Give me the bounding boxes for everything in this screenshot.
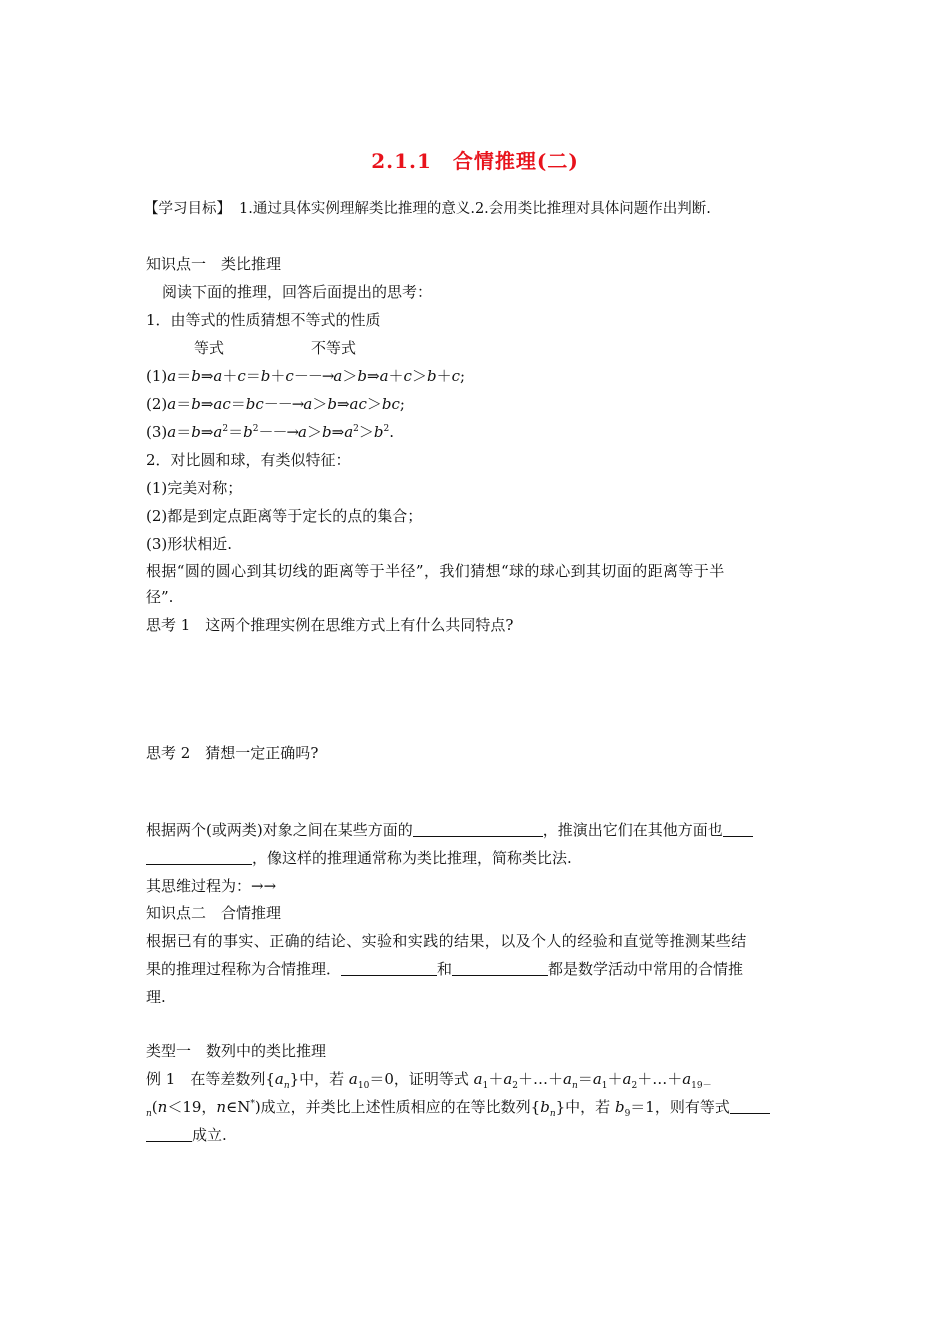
k2-text-c: 都是数学活动中常用的合情推: [548, 960, 744, 978]
thinking-process: 其思维过程为：→→: [146, 877, 277, 895]
blank-field-4[interactable]: [452, 961, 548, 976]
blank-field-2b[interactable]: [146, 850, 252, 865]
example-line-1: 例 1 在等差数列$\{a_n\}$中，若 $a_{10}=0$，证明等式 $a_1+a_2+\dots+a_n=a_1+a_2+\dots+a_{19-}$: [146, 1070, 712, 1091]
conjecture-line-1: 根据“圆的圆心到其切线的距离等于半径”，我们猜想“球的球心到其切面的距离等于半: [146, 562, 725, 580]
k2-text-a: 果的推理过程称为合情推理．: [146, 960, 342, 978]
conjecture-line-2: 径”.: [146, 588, 174, 606]
objective-label: 【学习目标】: [144, 201, 231, 217]
col-inequality: 不等式: [311, 339, 357, 357]
analogy-row-2: (2)a＝b⇒ac＝bc－－→a＞b⇒ac＞bc;: [146, 395, 405, 413]
think-1: 思考 1 这两个推理实例在思维方式上有什么共同特点?: [146, 616, 514, 634]
k2-heading: 知识点二 合情推理: [146, 904, 282, 922]
type1-heading: 类型一 数列中的类比推理: [146, 1042, 327, 1060]
page-title: 2.1.1 合情推理(二): [371, 149, 579, 173]
k1-intro: 阅读下面的推理，回答后面提出的思考：: [162, 283, 433, 301]
definition-line-2: [146, 848, 572, 868]
blank-field-5a[interactable]: [730, 1099, 770, 1114]
feature-1: (1)完美对称；: [146, 479, 243, 497]
learning-objective: [144, 199, 711, 219]
definition-text-a: 根据两个(或两类)对象之间在某些方面的: [146, 821, 413, 839]
k1-heading: 知识点一 类比推理: [146, 255, 282, 273]
col-equality: 等式: [194, 339, 225, 357]
feature-3: (3)形状相近.: [146, 535, 233, 553]
blank-field-2a[interactable]: [723, 822, 753, 837]
k2-text-b: 和: [437, 960, 453, 978]
k2-paragraph-2: [146, 959, 743, 979]
definition-text-c: ，像这样的推理通常称为类比推理，简称类比法.: [252, 849, 572, 867]
analogy-row-3: $(3)a=b\Rightarrow a^2=b^2--\to a>b\Rightarrow a^2>b^2$.: [146, 423, 395, 441]
analogy-row-1: (1)a＝b⇒a＋c＝b＋c－－→a＞b⇒a＋c＞b＋c;: [146, 367, 466, 385]
k1-item1: 1．由等式的性质猜想不等式的性质: [146, 311, 381, 329]
k2-paragraph-3: 理.: [146, 988, 166, 1006]
objective-text: 1.通过具体实例理解类比推理的意义.2.会用类比推理对具体问题作出判断.: [239, 201, 711, 217]
example-label: 例 1: [146, 1070, 176, 1088]
think-2: 思考 2 猜想一定正确吗?: [146, 744, 319, 762]
example-line-3: 成立.: [146, 1125, 227, 1145]
feature-2: (2)都是到定点距离等于定长的点的集合；: [146, 507, 423, 525]
definition-line-1: [146, 820, 753, 840]
blank-field-5b[interactable]: [146, 1127, 192, 1142]
k2-paragraph-1: 根据已有的事实、正确的结论、实验和实践的结果，以及个人的经验和直觉等推测某些结: [146, 932, 747, 950]
definition-text-b: ，推演出它们在其他方面也: [542, 821, 723, 839]
blank-field-3[interactable]: [341, 961, 437, 976]
example-line-2: $_n$(n＜19，n∈N*)成立，并类比上述性质相应的在等比数列$\{b_n\}$中，若 $b_9=1$，则有等式: [146, 1097, 770, 1117]
blank-field-1[interactable]: [413, 822, 543, 837]
k1-item2: 2．对比圆和球，有类似特征：: [146, 451, 351, 469]
